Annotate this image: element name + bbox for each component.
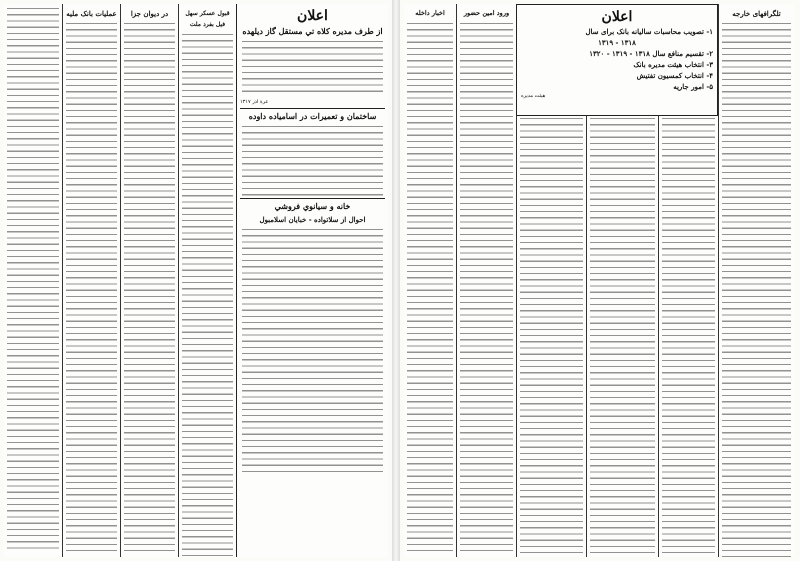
left-page-column-2 (62, 4, 120, 557)
column-text (182, 32, 233, 557)
notice-body (242, 39, 383, 97)
left-page-column-3 (120, 4, 178, 557)
house-sale-body (242, 227, 383, 472)
article-title: قبول عسکر سهل فیل بفرد ملت (185, 10, 230, 28)
notice-title: اعلان (297, 8, 328, 24)
column-text (662, 116, 715, 557)
bank-notice-item: ۵- امور جاریه (673, 82, 713, 91)
divider (240, 198, 385, 199)
column-text (66, 21, 117, 551)
bank-notice-item: ۴- انتخاب کمسیون تفتیش (636, 71, 713, 80)
right-page-column-1 (404, 4, 456, 557)
bank-notice-footer: هیئت مدیره (521, 93, 546, 99)
right-page-column-telegrams (718, 4, 794, 557)
article-title: در دیوان جزا (130, 9, 169, 18)
left-page (4, 4, 388, 557)
bank-notice-item: ۳- انتخاب هیئت مدیره بانک (633, 60, 713, 69)
bank-notice-item: ۱۳۱۸ - ۱۳۱۹ (598, 38, 636, 47)
column-text (722, 21, 791, 557)
telegrams-title: تلگرافهای خارجه (732, 9, 781, 18)
article-title: عملیات بانک ملیه (66, 9, 117, 18)
left-page-column-notices (236, 4, 388, 557)
column-text (124, 21, 175, 551)
bank-notice-item: ۲- تقسیم منافع سال ۱۳۱۸ - ۱۳۱۹ - ۱۳۲۰ (589, 49, 713, 58)
bank-notice-title: اعلان (601, 9, 633, 25)
internal-news-title: اخبار داخله (415, 9, 445, 17)
page-gutter (392, 0, 400, 561)
arrival-news-title: ورود امین حضور (463, 9, 510, 17)
house-sale-subtitle: احوال از سلاتواده - خبایان اسلامبول (259, 215, 366, 224)
building-notice-body (242, 124, 383, 196)
notice-date: عرة اذر ۱۳۱۷ (240, 99, 269, 105)
bank-notice-item: ۱- تصویب محاسبات سالیانه بانک برای سال (585, 27, 713, 36)
divider (240, 108, 385, 109)
left-page-column-4 (178, 4, 236, 557)
right-page-column-2 (456, 4, 516, 557)
house-sale-title: خانه و سیانوي فروشي (274, 201, 351, 211)
right-page (404, 4, 794, 557)
column-text (590, 116, 655, 557)
notice-subtitle: از طرف مدیره کلاه تي مستقل گاز دیلهده (242, 26, 383, 36)
column-text (7, 6, 59, 551)
building-notice-title: ساختمان و تعمیرات در اسامیاده داوده (248, 111, 377, 121)
column-text (407, 21, 453, 556)
left-page-column-1 (4, 4, 62, 557)
bank-notice-box (516, 4, 718, 116)
column-text (520, 116, 583, 557)
column-text (460, 21, 513, 556)
